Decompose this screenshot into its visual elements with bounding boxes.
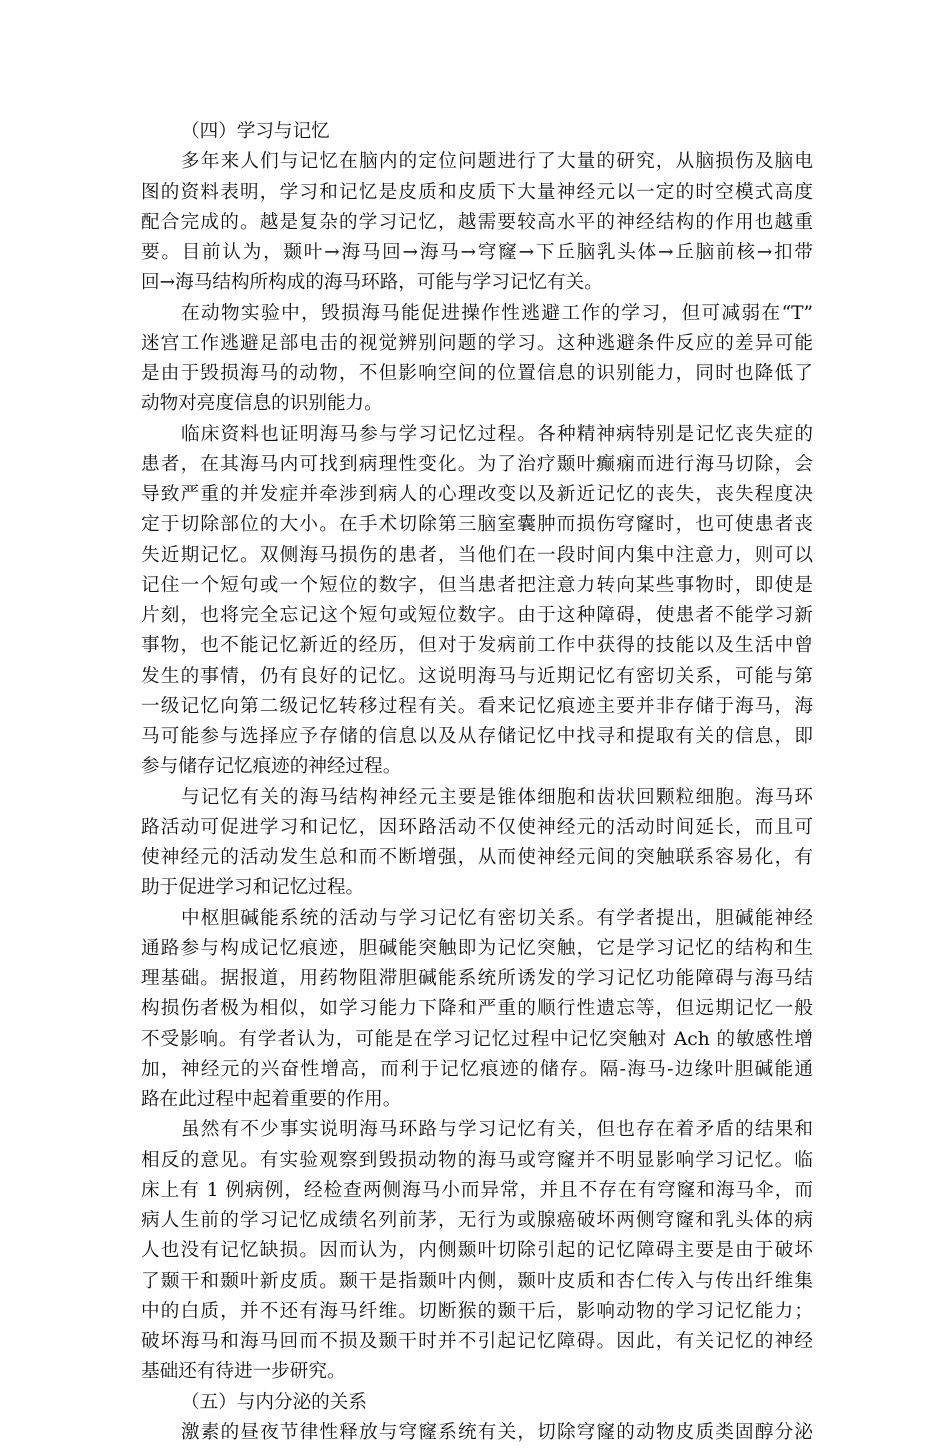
text-line: 动物对亮度信息的识别能力。	[141, 393, 383, 415]
text-line: 是由于毁损海马的动物，不但影响空间的位置信息的识别能力，同时也降低了	[141, 363, 813, 384]
text-line: 不受影响。有学者认为，可能是在学习记忆过程中记忆突触对 Ach 的敏感性增	[141, 1028, 813, 1050]
paragraph-cholinergic-system	[141, 904, 813, 1116]
text-line: 助于促进学习和记忆过程。	[141, 877, 365, 899]
text-line: 破坏海马和海马回而不损及颞干时并不引起记忆障碍。因此，有关记忆的神经	[141, 1331, 813, 1352]
text-line: 马可能参与选择应予存储的信息以及从存储记忆中找寻和提取有关的信息，即	[141, 726, 813, 747]
text-line: 路活动可促进学习和记忆，因环路活动不仅使神经元的活动时间延长，而且可	[141, 816, 813, 838]
text-line: 导致严重的并发症并牵涉到病人的心理改变以及新近记忆的丧失，丧失程度决	[141, 484, 813, 505]
paragraph-hormone-rhythm	[141, 1418, 813, 1448]
text-line: 图的资料表明，学习和记忆是皮质和皮质下大量神经元以一定的时空模式高度	[141, 181, 813, 203]
text-line: 激素的昼夜节律性释放与穹窿系统有关，切除穹窿的动物皮质类固醇分泌	[181, 1421, 813, 1443]
paragraph-memory-localization	[141, 147, 813, 298]
text-line: 一级记忆向第二级记忆转移过程有关。看来记忆痕迹主要并非存储于海马，海	[141, 695, 813, 717]
text-line: 迷宫工作逃避足部电击的视觉辨别问题的学习。这种逃避条件反应的差异可能	[141, 332, 813, 354]
text-line: 中的白质，并不还有海马纤维。切断猴的颞干后，影响动物的学习记忆能力；	[141, 1300, 813, 1322]
text-line: 回→海马结构所构成的海马环路，可能与学习记忆有关。	[141, 272, 603, 294]
text-line: 理基础。据报道，用药物阻滞胆碱能系统所诱发的学习记忆功能障碍与海马结	[141, 968, 813, 989]
text-line: 了颞干和颞叶新皮质。颞干是指颞叶内侧，颞叶皮质和杏仁传入与传出纤维集	[141, 1270, 813, 1292]
text-line: 相反的意见。有实验观察到毁损动物的海马或穹窿并不明显影响学习记忆。临	[141, 1149, 813, 1171]
text-line: 多年来人们与记忆在脑内的定位问题进行了大量的研究，从脑损伤及脑电	[181, 151, 813, 173]
section-heading-endocrine: （五）与内分泌的关系	[181, 1391, 367, 1413]
text-line: 要。目前认为，颞叶→海马回→海马→穹窿→下丘脑乳头体→丘脑前核→扣带	[141, 242, 813, 263]
text-line: 临床资料也证明海马参与学习记忆过程。各种精神病特别是记忆丧失症的	[181, 423, 813, 445]
document-page	[141, 117, 813, 1448]
text-line: 记住一个短句或一个短位的数字，但当患者把注意力转向某些事物时，即使是	[141, 574, 813, 596]
text-line: 与记忆有关的海马结构神经元主要是锥体细胞和齿状回颗粒细胞。海马环	[181, 786, 813, 808]
paragraph-hippocampal-neurons	[141, 783, 813, 904]
text-line: 加，神经元的兴奋性增高，而利于记忆痕迹的储存。隔-海马-边缘叶胆碱能通	[141, 1058, 813, 1080]
text-line: 基础还有待进一步研究。	[141, 1361, 346, 1383]
text-line: 构损伤者极为相似，如学习能力下降和严重的顺行性遗忘等，但远期记忆一般	[141, 998, 813, 1020]
text-line: 床上有 1 例病例，经检查两侧海马小而异常，并且不存在有穹窿和海马伞，而	[141, 1179, 813, 1201]
text-line: 发生的事情，仍有良好的记忆。这说明海马与近期记忆有密切关系，可能与第	[141, 665, 813, 687]
section-heading-learning-memory: （四）学习与记忆	[181, 121, 330, 142]
text-line: 中枢胆碱能系统的活动与学习记忆有密切关系。有学者提出，胆碱能神经	[181, 907, 813, 929]
text-line: 人也没有记忆缺损。因而认为，内侧颞叶切除引起的记忆障碍主要是由于破坏	[141, 1240, 813, 1262]
text-line: 通路参与构成记忆痕迹，胆碱能突触即为记忆突触，它是学习记忆的结构和生	[141, 937, 813, 959]
text-line: 参与储存记忆痕迹的神经过程。	[141, 756, 402, 778]
paragraph-contradictory-results	[141, 1115, 813, 1387]
text-line: 患者，在其海马内可找到病理性变化。为了治疗颞叶癫痫而进行海马切除，会	[141, 453, 813, 475]
text-line: 病人生前的学习记忆成绩名列前茅，无行为或腺癌破坏两侧穹窿和乳头体的病	[141, 1210, 813, 1231]
text-line: 定于切除部位的大小。在手术切除第三脑室囊肿而损伤穹窿时，也可使患者丧	[141, 514, 813, 536]
text-line: 失近期记忆。双侧海马损伤的患者，当他们在一段时间内集中注意力，则可以	[141, 544, 813, 566]
paragraph-animal-experiments	[141, 299, 813, 420]
text-line: 虽然有不少事实说明海马环路与学习记忆有关，但也存在着矛盾的结果和	[181, 1119, 813, 1141]
text-line: 使神经元的活动发生总和而不断增强，从而使神经元间的突触联系容易化，有	[141, 847, 813, 868]
paragraph-clinical-evidence	[141, 420, 813, 783]
text-line: 在动物实验中，毁损海马能促进操作性逃避工作的学习，但可减弱在“T”	[181, 302, 813, 324]
text-line: 配合完成的。越是复杂的学习记忆，越需要较高水平的神经结构的作用也越重	[141, 211, 813, 233]
text-line: 片刻，也将完全忘记这个短句或短位数字。由于这种障碍，使患者不能学习新	[141, 605, 813, 626]
text-line: 事物，也不能记忆新近的经历，但对于发病前工作中获得的技能以及生活中曾	[141, 635, 813, 657]
text-line: 路在此过程中起着重要的作用。	[141, 1089, 402, 1110]
